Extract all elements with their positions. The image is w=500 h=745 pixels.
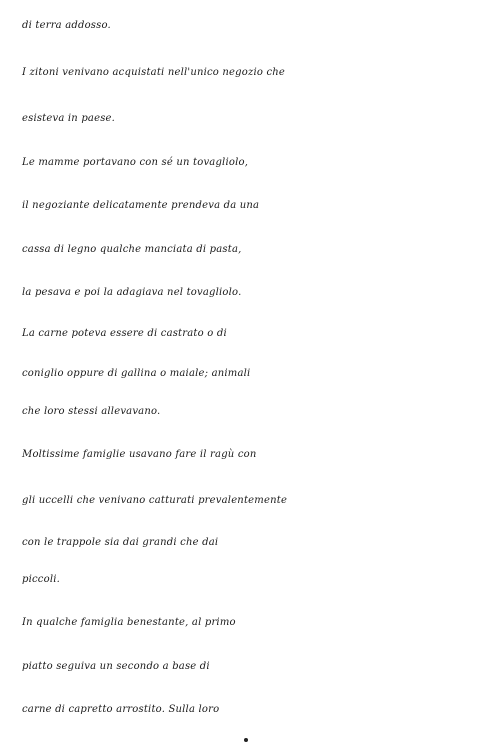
ink-dot — [244, 738, 248, 742]
text-line: La carne poteva essere di castrato o di — [22, 328, 227, 339]
text-line: di terra addosso. — [22, 20, 111, 31]
text-line: il negoziante delicatamente prendeva da una — [22, 200, 260, 211]
text-line: cassa di legno qualche manciata di pasta, — [22, 244, 242, 255]
text-line: carne di capretto arrostito. Sulla loro — [22, 704, 220, 715]
text-line: piatto seguiva un secondo a base di — [22, 661, 210, 672]
text-line: la pesava e poi la adagiava nel tovagliolo. — [22, 287, 242, 298]
text-line: Le mamme portavano con sé un tovagliolo, — [22, 157, 249, 168]
text-line: Moltissime famiglie usavano fare il ragù con — [22, 449, 257, 460]
text-line: coniglio oppure di gallina o maiale; animali — [22, 368, 251, 379]
text-line: che loro stessi allevavano. — [22, 406, 161, 417]
text-line: gli uccelli che venivano catturati prevalentemente — [22, 495, 288, 506]
text-line: piccoli. — [22, 574, 60, 585]
text-line: In qualche famiglia benestante, al primo — [22, 617, 236, 628]
text-line: I zitoni venivano acquistati nell'unico negozio che — [22, 67, 286, 78]
text-line: con le trappole sia dai grandi che dai — [22, 537, 219, 548]
text-line: esisteva in paese. — [22, 113, 116, 124]
